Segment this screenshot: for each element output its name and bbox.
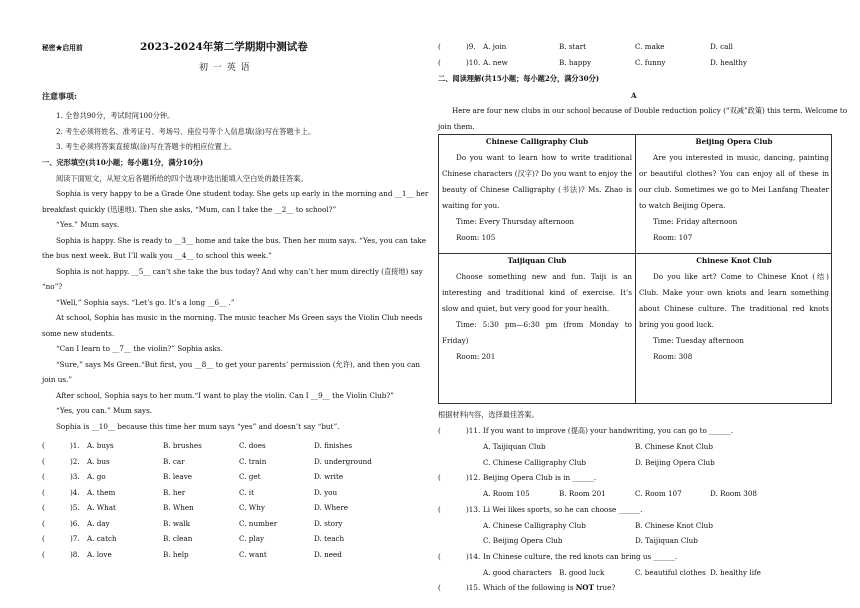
question-number: )14.: [466, 552, 481, 561]
question-stem: If you want to improve (提高) your handwriting, you can go to ______.: [483, 426, 734, 435]
answer-paren[interactable]: (: [42, 488, 45, 497]
cloze-line: “Yes, you can.” Mum says.: [56, 406, 153, 415]
option-d[interactable]: D. story: [314, 519, 343, 528]
option-d[interactable]: D. underground: [314, 457, 372, 466]
question-stem: In Chinese culture, the red knots can bring us ______.: [483, 552, 678, 561]
question-number: )2.: [70, 457, 80, 466]
option-b[interactable]: B. Chinese Knot Club: [635, 442, 713, 451]
cloze-line: Sophia is not happy. __5__ can’t she take the bus today? And why can’t her mum directly (直接地) say: [56, 267, 423, 276]
option-a[interactable]: A. Taijiquan Club: [483, 442, 546, 451]
option-c[interactable]: C. it: [239, 488, 254, 497]
cloze-option-row: [42, 519, 424, 529]
club-time: Time: Friday afternoon: [653, 217, 738, 226]
question-number: )8.: [70, 550, 80, 559]
option-a[interactable]: A. What: [87, 503, 116, 512]
cloze-option-row: [42, 441, 424, 451]
option-a[interactable]: A. them: [87, 488, 116, 497]
option-a[interactable]: A. Room 105: [483, 489, 530, 498]
clubs-table: [438, 134, 832, 404]
option-b[interactable]: B. happy: [559, 58, 592, 67]
option-a[interactable]: A. new: [483, 58, 508, 67]
option-a[interactable]: A. catch: [87, 534, 117, 543]
club-time: Time: Tuesday afternoon: [653, 336, 744, 345]
option-b[interactable]: B. clean: [163, 534, 193, 543]
option-c[interactable]: C. make: [635, 42, 665, 51]
cloze-option-row: [438, 42, 832, 52]
option-c[interactable]: C. Room 107: [635, 489, 682, 498]
club-description: Do you like art? Come to Chinese Knot (结) Club. Make your own knots and learn something about Chinese culture. The traditional red knots bring you good luck.: [639, 272, 829, 329]
cloze-option-row: [42, 550, 424, 560]
option-d[interactable]: D. Room 308: [710, 489, 757, 498]
option-a[interactable]: A. day: [87, 519, 110, 528]
note-2: 2. 考生必须将姓名、准考证号、考场号、座位号等个人信息填(涂)写在答题卡上。: [56, 127, 316, 136]
option-b[interactable]: B. brushes: [163, 441, 202, 450]
answer-paren[interactable]: (: [438, 426, 441, 435]
option-c[interactable]: C. get: [239, 472, 261, 481]
club-cell-knot: [636, 254, 832, 404]
club-name: Beijing Opera Club: [695, 137, 773, 146]
club-room: Room: 308: [653, 352, 693, 361]
club-cell-opera: [636, 135, 832, 253]
option-c[interactable]: C. does: [239, 441, 266, 450]
club-room: Room: 105: [456, 233, 496, 242]
answer-paren[interactable]: (: [42, 503, 45, 512]
option-b[interactable]: B. start: [559, 42, 587, 51]
cloze-line: Sophia is __10__ because this time her mum says “yes” and doesn’t say “but”.: [56, 422, 340, 431]
question-number: )15.: [466, 583, 481, 592]
club-name: Chinese Knot Club: [696, 256, 772, 265]
section1-title: 一、完形填空(共10小题；每小题1分，满分10分): [42, 158, 204, 167]
question-stem: Li Wei likes sports, so he can choose ______.: [483, 505, 643, 514]
question-number: )3.: [70, 472, 80, 481]
note-3: 3. 考生必须将答案直接填(涂)写在答题卡的相应位置上。: [56, 142, 237, 151]
option-d[interactable]: D. you: [314, 488, 338, 497]
option-d[interactable]: D. call: [710, 42, 733, 51]
cloze-line: breakfast quickly (迅速地). Then she asks, “Mum, can I take the __2__ to school?”: [42, 205, 337, 214]
stem-text: true?: [593, 583, 616, 592]
cloze-line: “Sure,” says Ms Green.“But first, you __8__ to get your parents’ permission (允许), and then you can: [56, 360, 420, 369]
note-1: 1. 全卷共90分，考试时间100分钟。: [56, 111, 175, 120]
option-b[interactable]: B. car: [163, 457, 185, 466]
option-c[interactable]: C. train: [239, 457, 267, 466]
option-a[interactable]: A. good characters: [483, 568, 552, 577]
option-c[interactable]: C. Chinese Calligraphy Club: [483, 458, 586, 467]
question-stem: Beijing Opera Club is in ______.: [483, 473, 597, 482]
notes-title: 注意事项:: [42, 91, 77, 101]
question-stem: [483, 583, 615, 592]
answer-paren[interactable]: (: [42, 472, 45, 481]
cloze-option-row: [42, 534, 424, 544]
option-d[interactable]: D. need: [314, 550, 342, 559]
option-d[interactable]: D. Taijiquan Club: [635, 536, 698, 545]
answer-paren[interactable]: (: [42, 441, 45, 450]
option-b[interactable]: B. help: [163, 550, 189, 559]
passage-label: A: [631, 91, 637, 100]
question-number: )7.: [70, 534, 80, 543]
club-cell-calligraphy: [439, 135, 635, 253]
secret-label: 秘密★启用前: [42, 44, 83, 52]
club-time: Time: Every Thursday afternoon: [456, 217, 575, 226]
option-b[interactable]: B. her: [163, 488, 186, 497]
option-c[interactable]: C. want: [239, 550, 267, 559]
option-b[interactable]: B. Room 201: [559, 489, 606, 498]
option-a[interactable]: A. go: [87, 472, 106, 481]
answer-paren[interactable]: (: [438, 42, 441, 51]
option-c[interactable]: C. number: [239, 519, 278, 528]
option-a[interactable]: A. Chinese Calligraphy Club: [483, 521, 586, 530]
passage-intro: Here are four new clubs in our school because of Double reduction policy (“双减”政策) this term. Welcome to: [452, 106, 848, 115]
question-number: )4.: [70, 488, 80, 497]
answer-paren[interactable]: (: [42, 457, 45, 466]
question-number: )12.: [466, 473, 481, 482]
section2-title: 二、阅读理解(共15小题；每小题2分，满分30分): [438, 74, 600, 83]
option-a[interactable]: A. love: [87, 550, 112, 559]
option-d[interactable]: D. finishes: [314, 441, 353, 450]
cloze-line: the bus next week. But I’ll walk you __4__ to school this week.”: [42, 251, 272, 260]
question-number: )6.: [70, 519, 80, 528]
option-c[interactable]: C. funny: [635, 58, 666, 67]
answer-paren[interactable]: (: [438, 473, 441, 482]
exam-title: 2023-2024年第二学期期中测试卷: [140, 41, 308, 53]
answer-paren[interactable]: (: [42, 519, 45, 528]
option-c[interactable]: C. beautiful clothes: [635, 568, 706, 577]
question-number: )9.: [466, 42, 476, 51]
question-number: )13.: [466, 505, 481, 514]
cloze-option-row: [438, 58, 832, 68]
option-b[interactable]: B. good luck: [559, 568, 605, 577]
question-number: )5.: [70, 503, 80, 512]
club-name: Taijiquan Club: [507, 256, 567, 265]
answer-paren[interactable]: (: [438, 583, 441, 592]
cloze-line: “no”?: [42, 282, 63, 291]
cloze-line: Sophia is very happy to be a Grade One student today. She gets up early in the morning and __1__ her: [56, 189, 429, 198]
passage-intro-cont: join them.: [438, 122, 475, 131]
section1-instruction: 阅读下面短文，从短文后各题所给的四个选项中选出能填入空白处的最佳答案。: [56, 174, 308, 183]
cloze-line: some new students.: [42, 329, 115, 338]
answer-paren[interactable]: (: [438, 552, 441, 561]
option-d[interactable]: D. Where: [314, 503, 349, 512]
option-d[interactable]: D. teach: [314, 534, 345, 543]
option-d[interactable]: D. Beijing Opera Club: [635, 458, 715, 467]
club-description: Are you interested in music, dancing, painting or beautiful clothes? You can enjoy all of these in our club. Sometimes we go to Mei Lanfang Theater to watch Beijing Opera.: [639, 153, 829, 210]
option-b[interactable]: B. walk: [163, 519, 190, 528]
club-name: Chinese Calligraphy Club: [485, 137, 589, 146]
club-description: Do you want to learn how to write traditional Chinese characters (汉字)? Do you want to enjoy the beauty of Chinese Calligraphy (书法)? Ms. Zhao is waiting for you.: [442, 153, 632, 210]
cloze-option-row: [42, 488, 424, 498]
cloze-option-row: [42, 472, 424, 482]
club-time: Time: 5:30 pm—6:30 pm (from Monday to Friday): [442, 320, 632, 345]
option-d[interactable]: D. write: [314, 472, 344, 481]
option-a[interactable]: A. bus: [87, 457, 110, 466]
club-room: Room: 201: [456, 352, 496, 361]
option-b[interactable]: B. leave: [163, 472, 193, 481]
answer-paren[interactable]: (: [42, 534, 45, 543]
cloze-line: Sophia is happy. She is ready to __3__ home and take the bus. Then her mum says. “Yes, you can take: [56, 236, 426, 245]
option-a[interactable]: A. buys: [87, 441, 114, 450]
cloze-line: “Well,” Sophia says. “Let’s go. It’s a long __6__ .”: [56, 298, 235, 307]
reading-instruction: 根据材料内容，选择最佳答案。: [438, 410, 539, 419]
answer-paren[interactable]: (: [438, 58, 441, 67]
club-description: Choose something new and fun. Taiji is an interesting and traditional kind of exercise. It’s slow and quiet, but very good for your health.: [442, 272, 632, 313]
option-d[interactable]: D. healthy: [710, 58, 748, 67]
option-d[interactable]: D. healthy life: [710, 568, 761, 577]
cloze-option-row: [42, 457, 424, 467]
club-cell-taiji: [439, 254, 635, 404]
answer-paren[interactable]: (: [42, 550, 45, 559]
option-b[interactable]: B. When: [163, 503, 194, 512]
exam-subtitle: 初 一 英 语: [199, 63, 251, 73]
stem-emphasis: NOT: [575, 583, 594, 592]
option-a[interactable]: A. join: [483, 42, 507, 51]
club-room: Room: 107: [653, 233, 693, 242]
cloze-line: “Yes.” Mum says.: [56, 220, 120, 229]
question-number: )11.: [466, 426, 481, 435]
question-number: )1.: [70, 441, 80, 450]
option-c[interactable]: C. Why: [239, 503, 265, 512]
cloze-line: “Can I learn to __7__ the violin?” Sophia asks.: [56, 344, 223, 353]
question-number: )10.: [466, 58, 481, 67]
cloze-line: At school, Sophia has music in the morning. The music teacher Ms Green says the Violin Club needs: [56, 313, 423, 322]
answer-paren[interactable]: (: [438, 505, 441, 514]
cloze-line: join us.”: [42, 375, 73, 384]
option-c[interactable]: C. play: [239, 534, 265, 543]
cloze-option-row: [42, 503, 424, 513]
stem-text: Which of the following is: [483, 583, 576, 592]
cloze-line: After school, Sophia says to her mum.“I want to play the violin. Can I __9__ the Violin Club?”: [56, 391, 394, 400]
option-c[interactable]: C. Beijing Opera Club: [483, 536, 563, 545]
option-b[interactable]: B. Chinese Knot Club: [635, 521, 713, 530]
